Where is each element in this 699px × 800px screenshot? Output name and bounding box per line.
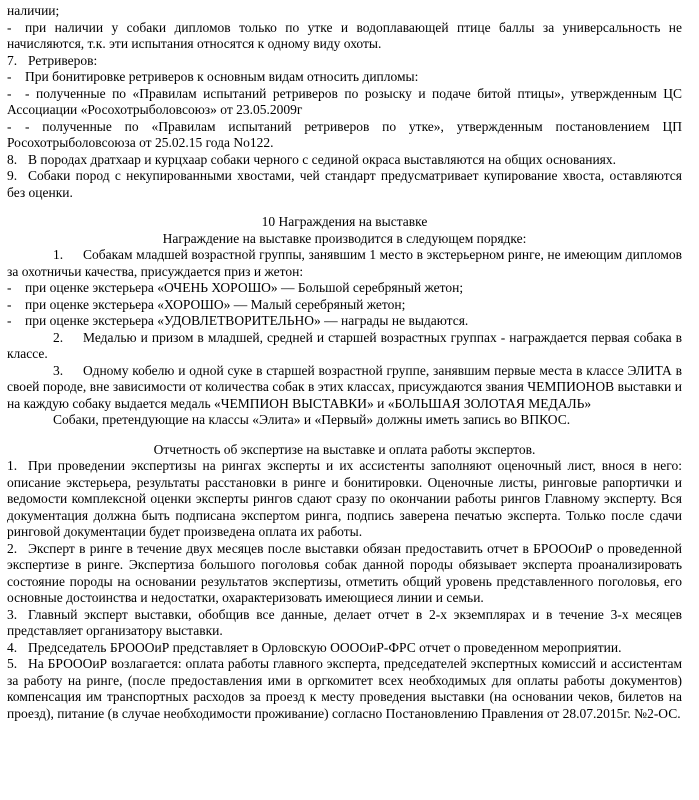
paragraph-dash [7, 280, 682, 297]
list-number-marker: 2. [53, 329, 64, 345]
paragraph-text: Председатель БРОООиР представляет в Орловскую ООООиР-ФРС отчет о проведенном мероприятии. [28, 639, 622, 655]
list-dash-marker: - [7, 19, 12, 35]
list-dash-marker: - [7, 313, 12, 328]
paragraph-text: Главный эксперт выставки, обобщив все данные, делает отчет в 2-х экземплярах и в течение 3-х месяцев представляет организатору выставки. [7, 606, 682, 638]
list-number-marker: 1. [7, 458, 18, 473]
paragraph-num [7, 541, 682, 607]
paragraph-text: На БРОООиР возлагается: оплата работы главного эксперта, председателей экспертных комиссий и ассистентам за работу на ринге, (после предоставления ими в оргкомитет всех необходимых для оплаты работы документов) компенсация им транспортных расходов за проезд к месту проведения выставки (на основании чеков, билетов на проезд), питание (в случае необходимости проживание) согласно Постановлению Правления от 28.07.2015г. №2-ОС. [7, 656, 682, 721]
paragraph-text: - полученные по «Правилам испытаний ретриверов по розыску и подаче битой птицы», утвержденным ЦС Ассоциации «Росохотрыболовсоюз» от 23.05.2009г [7, 85, 682, 117]
paragraph-numi [7, 330, 682, 363]
list-dash-marker: - [7, 280, 12, 295]
paragraph-text: Медалью и призом в младшей, средней и старшей возрастных группах - награждается первая собака в классе. [7, 329, 682, 361]
paragraph-text: Отчетность об экспертизе на выставке и оплата работы экспертов. [153, 441, 536, 457]
list-dash-marker: - [7, 85, 12, 101]
paragraph-dash [7, 69, 682, 86]
list-number-marker: 4. [7, 639, 18, 655]
paragraph-text: Эксперт в ринге в течение двух месяцев после выставки обязан предоставить отчет в БРОООиР о проведенной экспертизе в ринге. Экспертиза большого поголовья собак данной породы обязывает эксперта проанализировать состояние породы на основании результатов экспертизы, отметить общий уровень представленного поголовья, его основные достоинства и недостатки, охарактеризовать имеющиеся линии и семьи. [7, 540, 682, 605]
list-number-marker: 3. [53, 362, 64, 378]
list-number-marker: 5. [7, 656, 18, 671]
paragraph-num [7, 168, 682, 201]
list-dash-marker: - [7, 69, 12, 84]
list-number-marker: 9. [7, 168, 18, 183]
paragraph-dash [7, 20, 682, 53]
paragraph-text: При проведении экспертизы на рингах эксперты и их ассистенты заполняют оценочный лист, внося в него: описание экстерьера, результаты расстановки в ринге и бонитировки. Оценочные листы, ринговые рапортички и ведомости комплексной оценки эксперты рингов сдают сразу по окончании работы рингов Главному эксперту. Вся документация должна быть подписана экспертом ринга, подпись заверена печатью эксперта. Только после сдачи ринговой документации будет произведена оплата их работы. [7, 458, 682, 539]
list-dash-marker: - [7, 296, 12, 312]
paragraph-text: Собакам младшей возрастной группы, занявшим 1 место в экстерьерном ринге, не имеющим дипломов за охотничьи качества, присуждается приз и жетон: [7, 247, 682, 279]
paragraph-num [7, 640, 682, 657]
paragraph-text: наличии; [7, 3, 60, 18]
list-number-marker: 8. [7, 151, 18, 167]
list-number-marker: 2. [7, 540, 18, 556]
paragraph-text: - полученные по «Правилам испытаний ретриверов по утке», утвержденным постановлением ЦП Росохотрыболовсоюза от 25.02.15 года No122. [7, 118, 682, 150]
paragraph-text: Собаки, претендующие на классы «Элита» и «Первый» должны иметь запись во ВПКОС. [53, 412, 571, 427]
paragraph-num [7, 53, 682, 70]
paragraph-text: 10 Награждения на выставке [261, 214, 428, 229]
paragraph-dash [7, 313, 682, 330]
paragraph-dash [7, 86, 682, 119]
paragraph-text: при оценке экстерьера «ХОРОШО» — Малый серебряный жетон; [25, 296, 406, 312]
paragraph-text: При бонитировке ретриверов к основным видам относить дипломы: [25, 69, 419, 84]
paragraph-num [7, 458, 682, 541]
paragraph-numi [7, 363, 682, 413]
list-number-marker: 7. [7, 52, 18, 68]
paragraph-num [7, 607, 682, 640]
paragraph-heading [7, 214, 682, 231]
paragraph-num [7, 656, 682, 722]
paragraph-text: Ретриверов: [28, 52, 98, 68]
paragraph-heading [7, 442, 682, 459]
paragraph-text: Собаки пород с некупированными хвостами, чей стандарт предусматривает купирование хвоста, оставляются без оценки. [7, 168, 682, 200]
paragraph-center [7, 231, 682, 248]
paragraph-text: Награждение на выставке производится в следующем порядке: [162, 230, 527, 246]
paragraph-text: В породах дратхаар и курцхаар собаки черного с сединой окраса выставляются на общих основаниях. [28, 151, 617, 167]
paragraph-text [7, 3, 682, 20]
paragraph-num [7, 152, 682, 169]
list-dash-marker: - [7, 118, 12, 134]
paragraph-dash [7, 119, 682, 152]
paragraph-dash [7, 297, 682, 314]
paragraph-indent [7, 412, 682, 429]
paragraph-text: при наличии у собаки дипломов только по утке и водоплавающей птице баллы за универсальность не начисляются, т.к. эти испытания относятся к одному виду охоты. [7, 19, 682, 51]
paragraph-text: Одному кобелю и одной суке в старшей возрастной группе, занявшим первые места в классе ЭЛИТА в своей породе, вне зависимости от количества собак в этих классах, присуждаются звания ЧЕМПИОНОВ выставки и на каждую собаку выдается медаль «ЧЕМПИОН ВЫСТАВКИ» и «БОЛЬШАЯ ЗОЛОТАЯ МЕДАЛЬ» [7, 362, 682, 411]
paragraph-text: при оценке экстерьера «УДОВЛЕТВОРИТЕЛЬНО» — награды не выдаются. [25, 313, 469, 328]
list-number-marker: 1. [53, 247, 64, 262]
list-number-marker: 3. [7, 606, 18, 622]
paragraph-numi [7, 247, 682, 280]
paragraph-text: при оценке экстерьера «ОЧЕНЬ ХОРОШО» — Большой серебряный жетон; [25, 280, 464, 295]
document-body [7, 3, 682, 722]
